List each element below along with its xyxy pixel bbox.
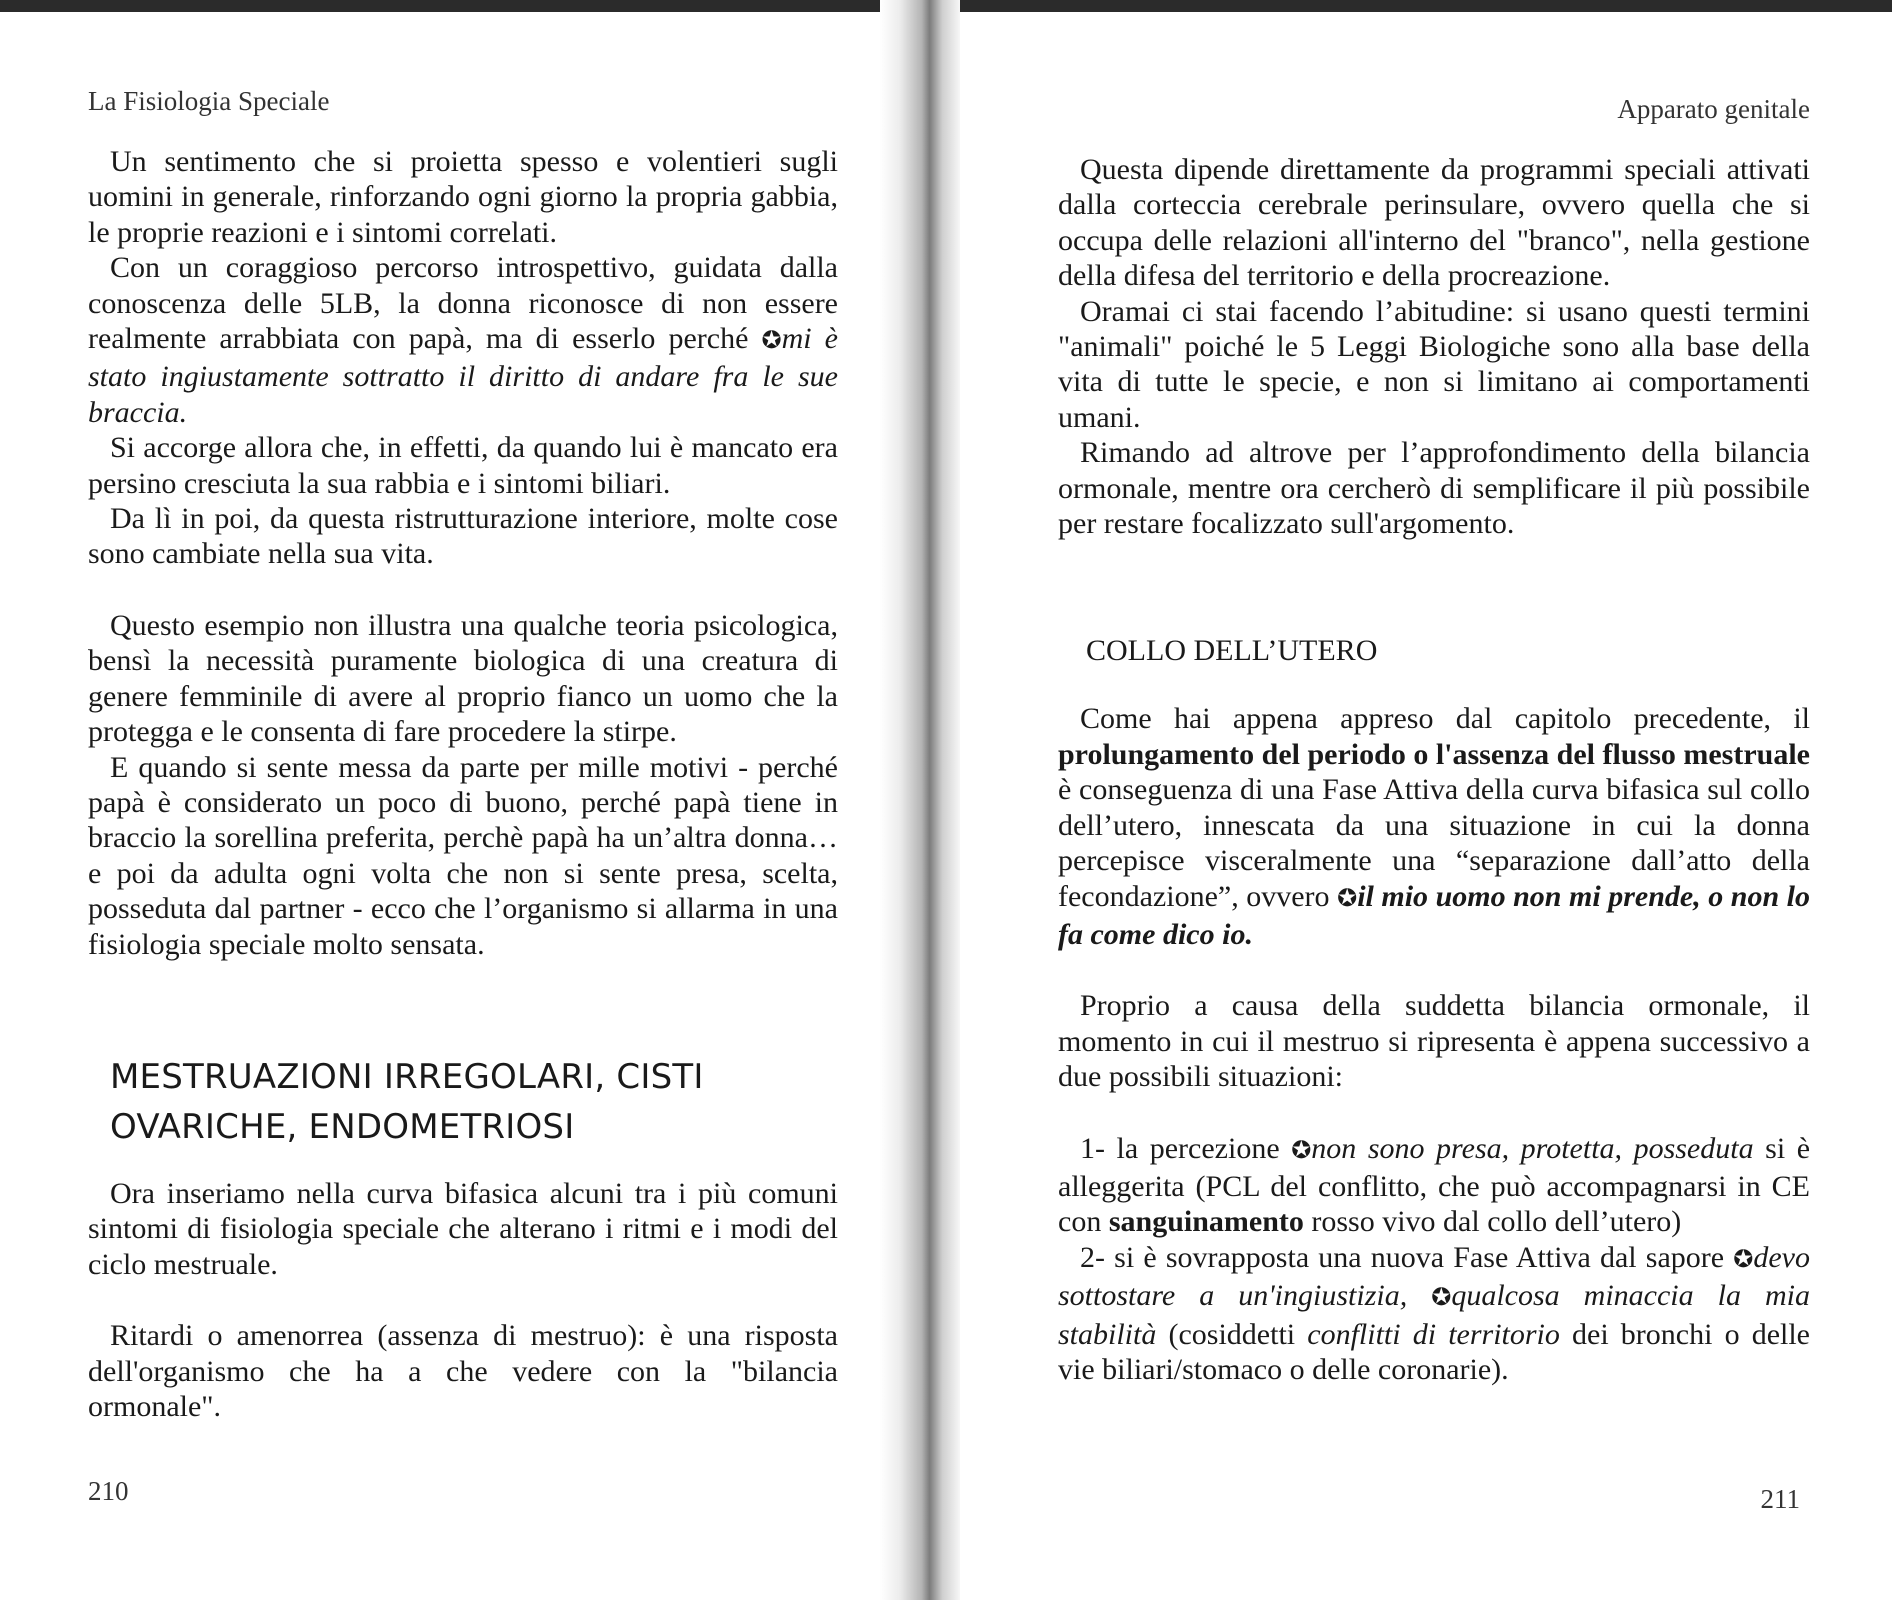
paragraph [88, 250, 838, 430]
running-head-left: La Fisiologia Speciale [88, 86, 330, 116]
page-number-left: 210 [88, 1476, 129, 1506]
star-mark-icon: ✪ [1431, 1285, 1452, 1312]
star-mark-icon: ✪ [1337, 885, 1358, 912]
italic-text: conflitti di territorio [1307, 1317, 1560, 1351]
paragraph-text: Come hai appena appreso dal capitolo precedente, il [1080, 702, 1810, 736]
paragraph [1058, 701, 1810, 952]
list-item [1058, 1131, 1810, 1240]
paragraph-text: dei bronchi o delle vie biliari/stomaco o delle coronarie). [1058, 1317, 1810, 1386]
bold-text: sanguinamento [1108, 1205, 1304, 1239]
book-gutter-shadow [880, 0, 960, 1600]
star-mark-icon: ✪ [1291, 1137, 1312, 1164]
paragraph-text: si è alleggerita (PCL del conflitto, che può accompagnarsi in CE con [1058, 1131, 1811, 1239]
paragraph: Questo esempio non illustra una qualche teoria psicologica, bensì la necessità puramente biologica di una creatura di genere femminile di avere al proprio fianco un uomo che la protegga e le consenta di fare procedere la stirpe. [88, 608, 838, 749]
left-page [88, 0, 838, 1600]
star-mark-icon: ✪ [761, 328, 782, 355]
paragraph-text: rosso vivo dal collo dell’utero) [1303, 1205, 1682, 1239]
right-page [1058, 0, 1810, 1600]
paragraph: Ritardi o amenorrea (assenza di mestruo): è una risposta dell'organismo che ha a che vedere con la "bilancia ormonale". [88, 1319, 838, 1423]
bold-text: prolungamento del periodo o l'assenza del flusso mestruale [1058, 737, 1810, 771]
section-heading: MESTRUAZIONI IRREGOLARI, CISTI OVARICHE, ENDOMETRIOSI [110, 1056, 704, 1147]
paragraph: Si accorge allora che, in effetti, da quando lui è mancato era persino cresciuta la sua rabbia e i sintomi biliari. [88, 431, 838, 500]
paragraph-text: (cosiddetti [1156, 1317, 1308, 1351]
paragraph-text: è conseguenza di una Fase Attiva della curva bifasica sul collo dell’utero, innescata da una situazione in cui la donna percepisce visceralmente una “separazione dall’atto della fecondazione”, ovvero [1058, 773, 1810, 913]
paragraph-text: Con un coraggioso percorso introspettivo, guidata dalla conoscenza delle 5LB, la donna riconosce di non essere realmente arrabbiata con papà, ma di esserlo perché [88, 251, 838, 356]
list-item [1058, 1240, 1810, 1388]
paragraph: Rimando ad altrove per l’approfondimento della bilancia ormonale, mentre ora cercherò di semplificare il più possibile per restare focalizzato sull'argomento. [1058, 436, 1810, 541]
paragraph-text: 2- si è sovrapposta una nuova Fase Attiva dal sapore [1080, 1240, 1734, 1274]
right-page-body [1058, 152, 1810, 1387]
paragraph: Oramai ci stai facendo l’abitudine: si usano questi termini "animali" poiché le 5 Leggi Biologiche sono alla base della vita di tutte le specie, e non si limitano ai comportamenti umani. [1058, 294, 1810, 434]
paragraph: E quando si sente messa da parte per mille motivi - perché papà è considerato un poco di buono, perché papà tiene in braccio la sorellina preferita, perchè papà ha un’altra donna… e poi da adulta ogni volta che non si sente presa, scelta, posseduta dal partner - ecco che l’organismo si allarma in una fisiologia speciale molto sensata. [88, 750, 838, 961]
italic-quote: non sono presa, protetta, posseduta [1311, 1131, 1754, 1165]
bold-italic-quote: il mio uomo non mi prende, o non lo fa come dico io. [1058, 879, 1810, 951]
paragraph: Da lì in poi, da questa ristrutturazione interiore, molte cose sono cambiate nella sua vita. [88, 502, 838, 571]
star-mark-icon: ✪ [1733, 1246, 1754, 1273]
left-page-body [88, 144, 838, 1424]
paragraph: Un sentimento che si proietta spesso e volentieri sugli uomini in generale, rinforzando ogni giorno la propria gabbia, le proprie reazioni e i sintomi correlati. [88, 145, 838, 249]
italic-quote: mi è stato ingiustamente sottratto il diritto di andare fra le sue braccia. [88, 322, 838, 429]
paragraph: Proprio a causa della suddetta bilancia ormonale, il momento in cui il mestruo si ripresenta è appena successivo a due possibili situazioni: [1058, 989, 1810, 1094]
paragraph: Questa dipende direttamente da programmi speciali attivati dalla corteccia cerebrale perinsulare, ovvero quella che si occupa delle relazioni all'interno del "branco", nella gestione della difesa del territorio e della procreazione. [1058, 153, 1810, 293]
italic-quote: devo sottostare a un'ingiustizia, [1058, 1240, 1810, 1313]
section-heading: COLLO DELL’UTERO [1086, 634, 1378, 668]
paragraph: Ora inseriamo nella curva bifasica alcuni tra i più comuni sintomi di fisiologia speciale che alterano i ritmi e i modi del ciclo mestruale. [88, 1176, 838, 1281]
italic-quote: qualcosa minaccia la mia stabilità [1058, 1279, 1810, 1351]
paragraph-text: 1- la percezione [1080, 1131, 1292, 1165]
running-head-right: Apparato genitale [1617, 94, 1810, 124]
page-number-right: 211 [1760, 1484, 1800, 1514]
